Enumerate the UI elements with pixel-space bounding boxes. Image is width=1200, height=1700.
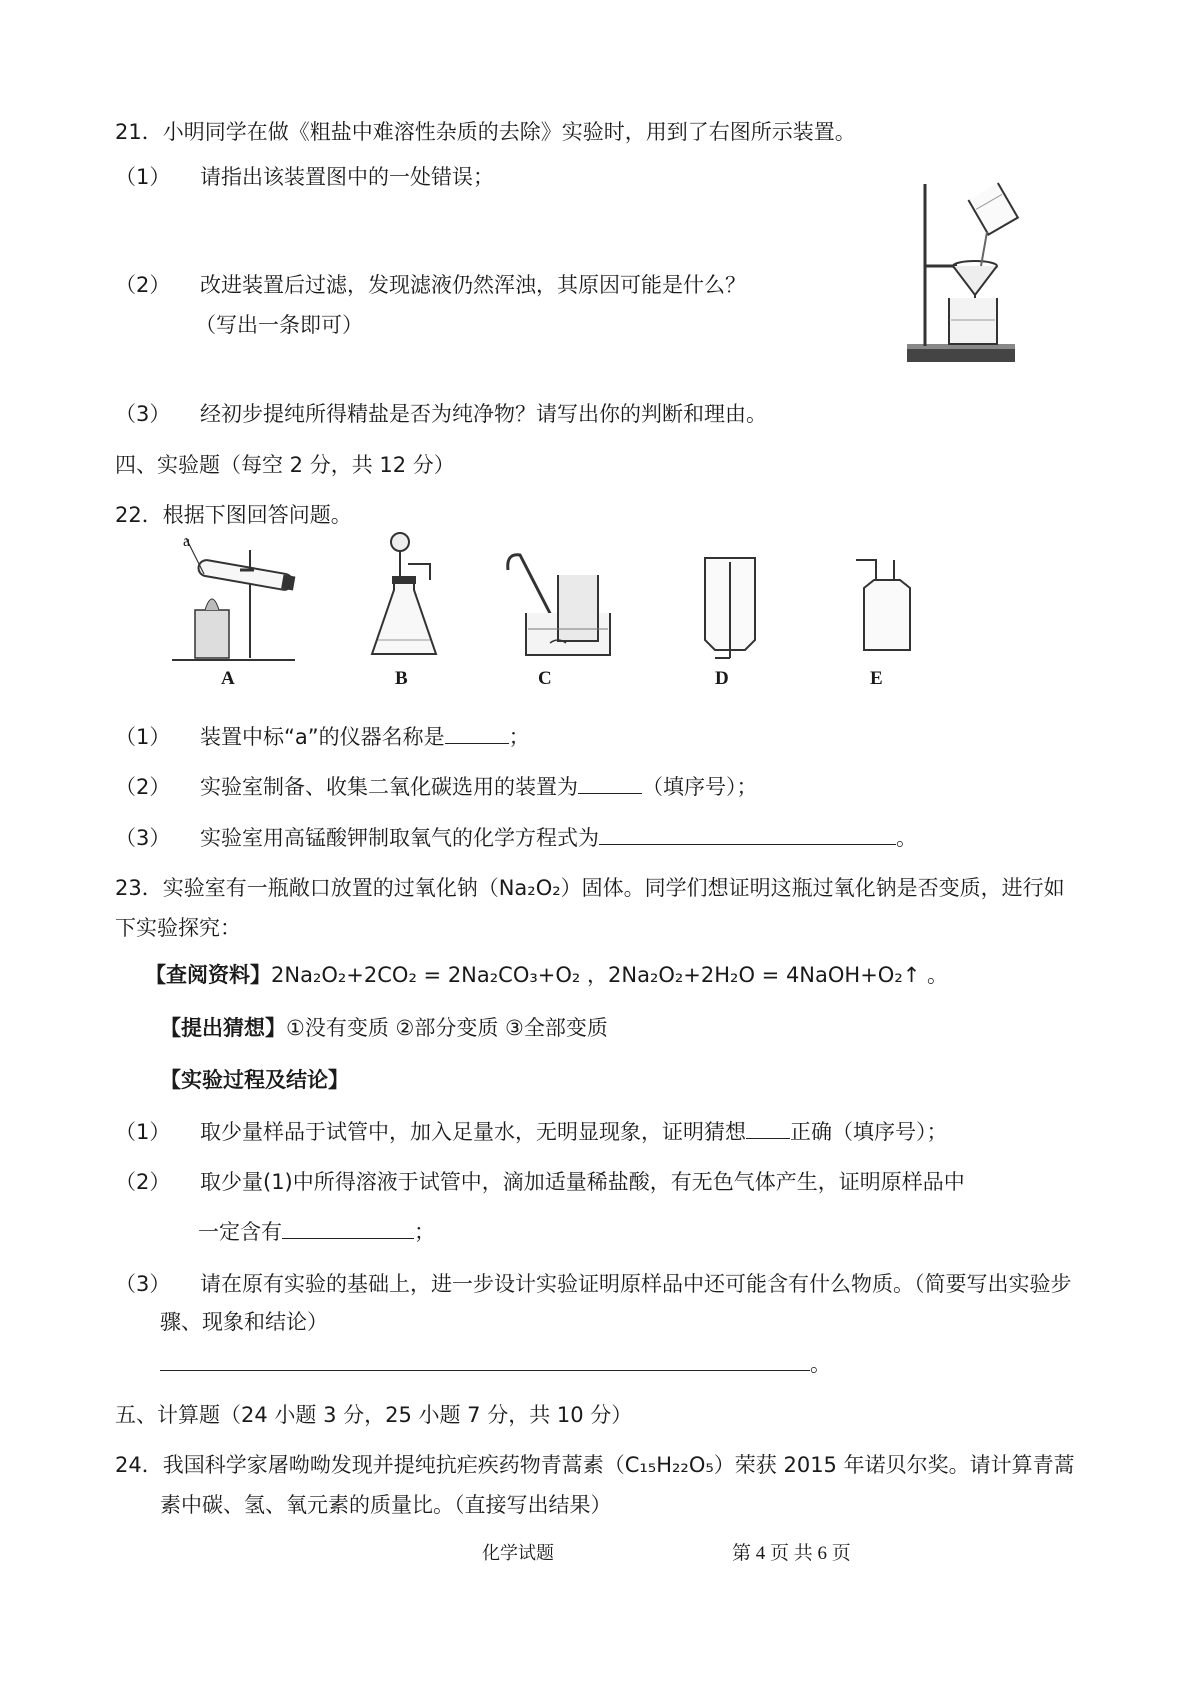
answer-blank — [578, 775, 642, 794]
q21-part2-text: 改进装置后过滤，发现滤液仍然浑浊，其原因可能是什么？ — [200, 273, 746, 297]
section-4-heading: 四、实验题（每空 2 分，共 12 分） — [115, 453, 455, 477]
q23-stem-line1: 23．实验室有一瓶敞口放置的过氧化钠（Na₂O₂）固体。同学们想证明这瓶过氧化钠是否变质，进行如 — [115, 876, 1065, 900]
figure-label-d: D — [715, 668, 729, 689]
q23-part3-text: 请在原有实验的基础上，进一步设计实验证明原样品中还可能含有什么物质。（简要写出实验步 — [200, 1272, 1072, 1296]
q23-part2-line2-text: 一定含有 — [198, 1220, 282, 1244]
q23-part3-number: （3） — [115, 1272, 171, 1296]
callout-a: a — [183, 533, 191, 550]
q22-part2 — [200, 775, 758, 800]
q22-part1-text: 装置中标“a”的仪器名称是 — [200, 725, 445, 749]
filtration-apparatus-figure — [905, 180, 1025, 370]
q22-part1-number: （1） — [115, 725, 171, 749]
q21-part2-hint: （写出一条即可） — [195, 313, 363, 337]
q23-part2-line2 — [198, 1220, 435, 1245]
q22-part3 — [200, 826, 917, 851]
apparatus-e-figure — [850, 550, 920, 665]
answer-blank — [282, 1220, 414, 1239]
hypothesis-options: ①没有变质 ②部分变质 ③全部变质 — [286, 1016, 608, 1040]
q23-part2-text: 取少量(1)中所得溶液于试管中，滴加适量稀盐酸，有无色气体产生，证明原样品中 — [200, 1170, 965, 1194]
q24-line2: 素中碳、氢、氧元素的质量比。（直接写出结果） — [160, 1493, 612, 1517]
q22-part1 — [200, 725, 530, 750]
answer-line — [160, 1352, 810, 1371]
q23-part1-number: （1） — [115, 1120, 171, 1144]
figure-label-c: C — [538, 668, 552, 689]
q22-part1-end: ； — [508, 725, 530, 749]
q21-part2-number: （2） — [115, 273, 171, 297]
answer-blank — [746, 1120, 790, 1139]
reference-title: 【查阅资料】 — [145, 963, 271, 987]
q23-stem-line2: 下实验探究： — [115, 916, 241, 940]
q23-part2-end: ； — [414, 1220, 435, 1244]
q21-part3-text: 经初步提纯所得精盐是否为纯净物？请写出你的判断和理由。 — [200, 402, 767, 426]
answer-blank — [599, 826, 896, 845]
footer-page-number: 第 4 页 共 6 页 — [732, 1543, 851, 1564]
q23-part1-text: 取少量样品于试管中，加入足量水，无明显现象，证明猜想 — [200, 1120, 746, 1144]
q23-hypothesis — [160, 1016, 608, 1041]
section-5-heading: 五、计算题（24 小题 3 分，25 小题 7 分，共 10 分） — [115, 1403, 633, 1427]
q23-part3-answer — [160, 1352, 831, 1377]
q22-part2-text: 实验室制备、收集二氧化碳选用的装置为 — [200, 775, 578, 799]
q23-part2-number: （2） — [115, 1170, 171, 1194]
q21-part1-text: 请指出该装置图中的一处错误； — [200, 165, 494, 189]
figure-label-b: B — [395, 668, 408, 689]
footer-subject: 化学试题 — [482, 1543, 554, 1564]
process-title: 【实验过程及结论】 — [160, 1068, 349, 1092]
reference-equations: 2Na₂O₂+2CO₂ = 2Na₂CO₃+O₂ ，2Na₂O₂+2H₂O = 4NaOH+O₂↑ 。 — [271, 963, 949, 987]
apparatus-b-figure — [370, 528, 460, 666]
q21-stem: 21．小明同学在做《粗盐中难溶性杂质的去除》实验时，用到了右图所示装置。 — [115, 120, 856, 144]
q23-part3-end: 。 — [810, 1352, 831, 1376]
q23-part3-line2: 骤、现象和结论） — [160, 1310, 328, 1334]
apparatus-d-figure — [695, 550, 765, 665]
q22-part3-end: 。 — [896, 826, 917, 850]
apparatus-c-figure — [500, 545, 620, 660]
answer-blank — [445, 725, 509, 744]
q22-part3-number: （3） — [115, 826, 171, 850]
q21-part1-number: （1） — [115, 165, 171, 189]
q22-part2-number: （2） — [115, 775, 171, 799]
q23-part1 — [200, 1120, 948, 1145]
q23-part1-end: 正确（填序号）； — [790, 1120, 948, 1144]
figure-label-a: A — [221, 668, 235, 689]
q22-stem: 22．根据下图回答问题。 — [115, 503, 352, 527]
figure-label-e: E — [870, 668, 883, 689]
q23-reference — [145, 963, 948, 988]
q22-part2-end: （填序号）； — [642, 775, 758, 799]
hypothesis-title: 【提出猜想】 — [160, 1016, 286, 1040]
q24-line1: 24．我国科学家屠呦呦发现并提纯抗疟疾药物青蒿素（C₁₅H₂₂O₅）荣获 2015 年诺贝尔奖。请计算青蒿 — [115, 1453, 1075, 1477]
q22-part3-text: 实验室用高锰酸钾制取氧气的化学方程式为 — [200, 826, 599, 850]
q21-part3-number: （3） — [115, 402, 171, 426]
